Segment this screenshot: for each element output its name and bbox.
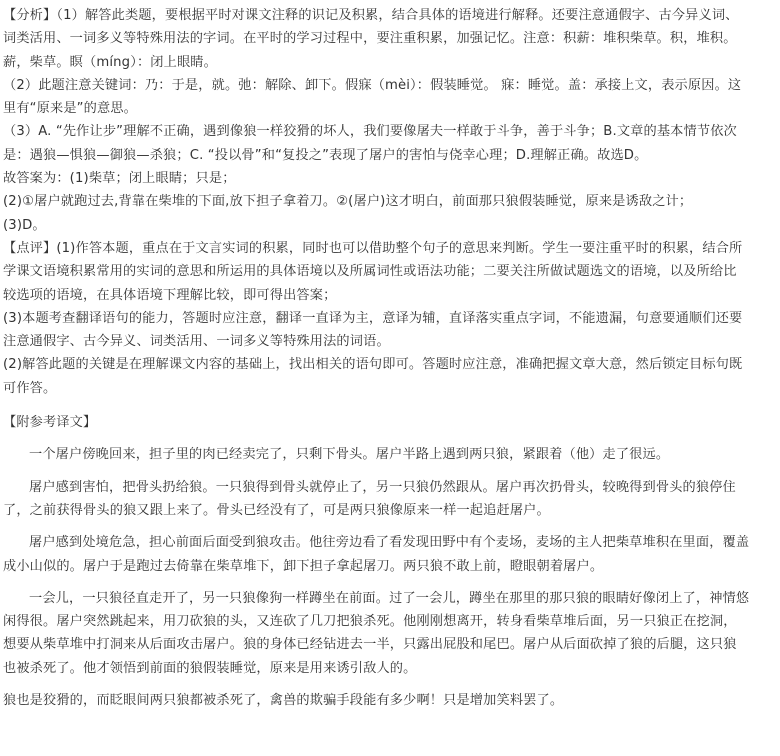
translation-line: 了，之前获得骨头的狼又跟上来了。骨头已经没有了，可是两只狼像原来一样一起追赶屠户。 [3, 502, 550, 518]
comment-line: (3)本题考查翻译语句的能力，答题时应注意，翻译一直译为主，意译为辅，直译落实重点字词，不能遗漏，句意要通顺们还要 [3, 310, 743, 326]
answer-line: (2)①屠户就跑过去,背靠在柴堆的下面,放下担子拿着刀。②(屠户)这才明白，前面那只狼假装睡觉，原来是诱敌之计； [3, 194, 693, 210]
analysis-line: 里有“原来是”的意思。 [3, 101, 138, 117]
comment-section [3, 237, 775, 400]
translation-line: 一个屠户傍晚回来，担子里的肉已经卖完了，只剩下骨头。屠户半路上遇到两只狼，紧跟着（他）走了很远。 [29, 447, 670, 463]
comment-line: 【点评】(1)作答本题，重点在于文言实词的积累，同时也可以借助整个句子的意思来判断。学生一要注重平时的积累，结合所 [3, 240, 743, 256]
translation-paragraph [3, 531, 775, 578]
translation-line: 屠户感到处境危急，担心前面后面受到狼攻击。他往旁边看了看发现田野中有个麦场，麦场的主人把柴草堆积在里面，覆盖 [29, 535, 750, 551]
translation-heading: 【附参考译文】 [3, 415, 97, 431]
analysis-line: （2）此题注意关键词：乃：于是，就。弛：解除、卸下。假寐（mèi）：假装睡觉。 寐：睡觉。盖：承接上文，表示原因。这 [3, 77, 742, 93]
analysis-line: （3）A. “先作让步”理解不正确，遇到像狼一样狡猾的坏人，我们要像屠夫一样敢于斗争，善于斗争；B.文章的基本情节依次 [3, 124, 737, 140]
answer-document [3, 4, 775, 712]
analysis-section [3, 4, 775, 237]
comment-line: 注意通假字、古今异义、词类活用、一词多义等特殊用法的词语。 [3, 334, 390, 350]
translation-line: 一会儿，一只狼径直走开了，另一只狼像狗一样蹲坐在前面。过了一会儿，蹲坐在那里的那只狼的眼睛好像闭上了，神情悠 [29, 590, 750, 606]
translation-line: 屠户感到害怕，把骨头扔给狼。一只狼得到骨头就停止了，另一只狼仍然跟从。屠户再次扔骨头，较晚得到骨头的狼停住 [29, 479, 736, 495]
translation-line: 也被杀死了。他才领悟到前面的狼假装睡觉，原来是用来诱引敌人的。 [3, 660, 417, 676]
analysis-line: 词类活用、一词多义等特殊用法的字词。在平时的学习过程中，要注重积累，加强记忆。注意：积薪：堆积柴草。积，堆积。 [3, 31, 737, 47]
translation-line: 想要从柴草堆中打洞来从后面攻击屠户。狼的身体已经钻进去一半，只露出屁股和尾巴。屠户从后面砍掉了狼的后腿，这只狼 [3, 637, 737, 653]
translation-section [3, 411, 775, 712]
comment-line: 学课文语境积累常用的实词的意思和所运用的具体语境以及所属词性或语法功能；二要关注所做试题选文的语境，以及所给比 [3, 264, 737, 280]
translation-line: 闲得很。屠户突然跳起来，用刀砍狼的头，又连砍了几刀把狼杀死。他刚刚想离开，转身看柴草堆后面，另一只狼正在挖洞， [3, 614, 737, 630]
translation-closing: 狼也是狡猾的，而眨眼间两只狼都被杀死了，禽兽的欺骗手段能有多少啊！只是增加笑料罢了。 [3, 693, 564, 709]
comment-line: 较选项的语境，在具体语境下理解比较，即可得出答案； [3, 287, 337, 303]
answer-line: (3)D。 [3, 217, 46, 233]
translation-paragraph [3, 443, 775, 466]
comment-line: 可作答。 [3, 380, 57, 396]
analysis-line: 是：遇狼—惧狼—御狼—杀狼；C. “投以骨”和“复投之”表现了屠户的害怕与侥幸心理；D.理解正确。故选D。 [3, 147, 648, 163]
comment-line: (2)解答此题的关键是在理解课文内容的基础上，找出相关的语句即可。答题时应注意，准确把握文章大意，然后锁定目标句既 [3, 357, 743, 373]
analysis-line: 薪，柴草。瞑（míng）：闭上眼睛。 [3, 54, 217, 70]
analysis-line: 【分析】（1）解答此类题，要根据平时对课文注释的识记及积累，结合具体的语境进行解释。还要注意通假字、古今异义词、 [3, 8, 739, 23]
translation-paragraph [3, 476, 775, 523]
translation-line: 成小山似的。屠户于是跑过去倚靠在柴草堆下，卸下担子拿起屠刀。两只狼不敢上前，瞪眼朝着屠户。 [3, 558, 604, 574]
translation-paragraph [3, 587, 775, 680]
answer-line: 故答案为：(1)柴草；闭上眼睛；只是； [3, 171, 236, 187]
